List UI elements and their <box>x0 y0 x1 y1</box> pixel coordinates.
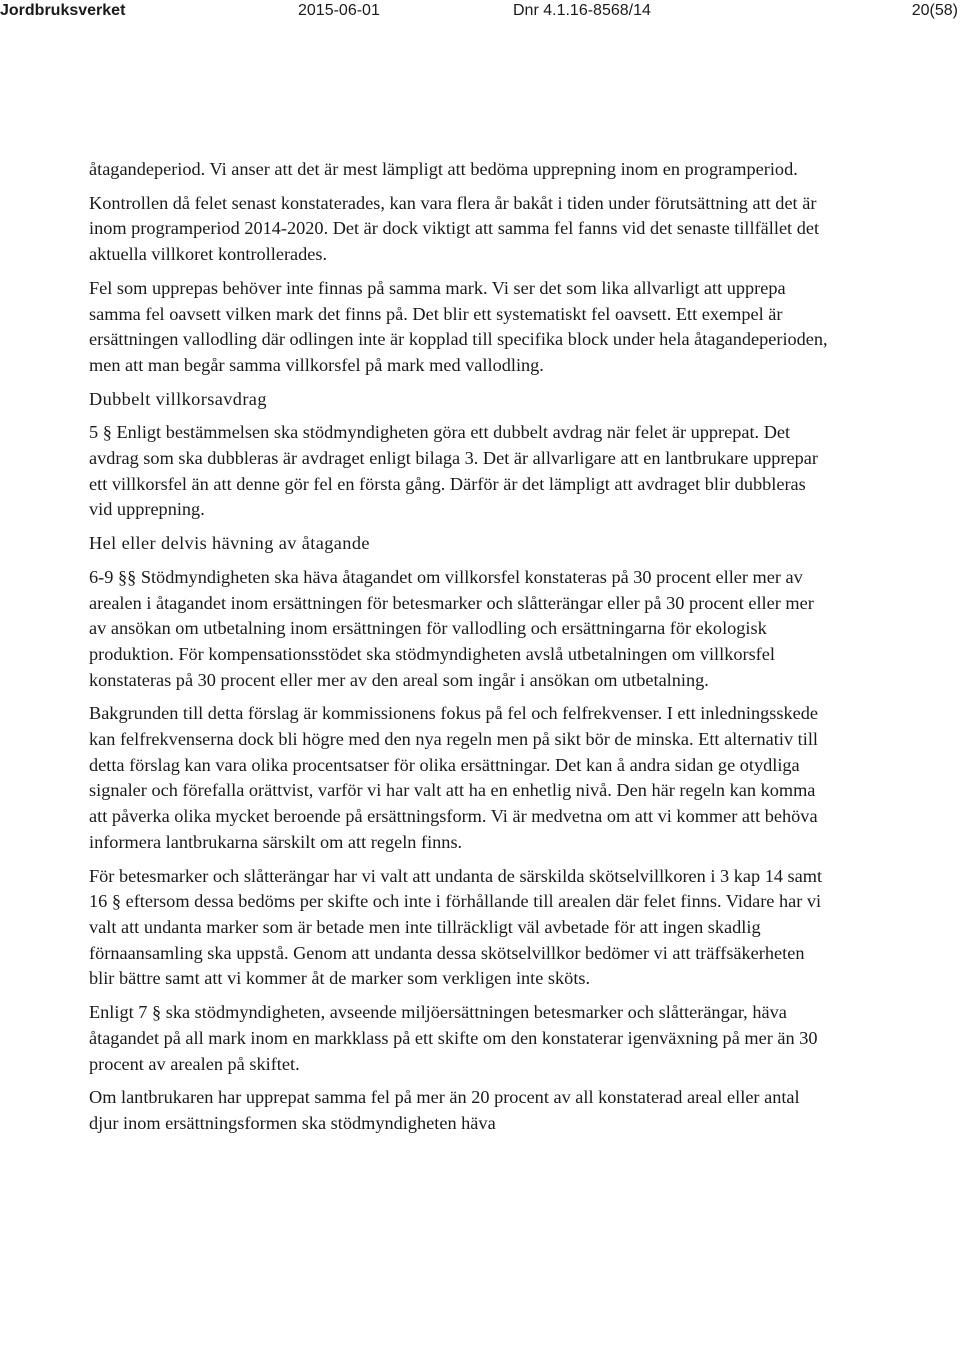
section-sign: §§ <box>117 566 137 587</box>
page-number: 20(58) <box>911 2 958 19</box>
paragraph: Fel som upprepas behöver inte finnas på samma mark. Vi ser det som lika allvarligt att upprepa samma fel oavsett vilken mark det finns på. Det blir ett systematiskt fel oavsett. Ett exempel är ersättningen vallodling där odlingen inte är kopplad till specifika block under hela åtagandeperioden, men att man begår samma villkorsfel på mark med vallodling. <box>89 277 828 375</box>
paragraph: Kontrollen då felet senast konstaterades, kan vara flera år bakåt i tiden under förutsättning att det är inom programperiod 2014-2020. Det är dock viktigt att samma fel fanns vid det senaste tillfället det aktuella villkoret kontrollerades. <box>89 192 820 265</box>
section-number: 6-9 <box>89 566 114 587</box>
document-body <box>89 157 829 1137</box>
paragraph: Om lantbrukaren har upprepat samma fel på mer än 20 procent av all konstaterad areal eller antal djur inom ersättningsformen ska stödmyndigheten häva <box>89 1087 800 1133</box>
page-header <box>0 0 960 24</box>
document-date: 2015-06-01 <box>298 2 380 19</box>
paragraph-text: eftersom dessa bedöms per skifte och inte i förhållande till arealen där felet finns. Vidare har vi valt att undanta marker som är betade men inte tillräckligt väl avbetade för att ingen skadlig förnaansamling ska uppstå. Genom att undanta dessa skötselvillkor bedömer vi att träffsäkerheten blir bättre samt att vi kommer åt de marker som verkligen inte sköts. <box>89 891 822 989</box>
paragraph-text: Enligt 7 <box>89 1002 148 1023</box>
paragraph-text: För betesmarker och slåtterängar har vi valt att undanta de särskilda skötselvillkoren i 3 kap 14 samt 16 <box>89 865 823 912</box>
section-heading: Dubbelt villkorsavdrag <box>89 388 267 409</box>
section-sign: § <box>111 891 121 912</box>
paragraph: åtagandeperiod. Vi anser att det är mest lämpligt att bedöma upprepning inom en programperiod. <box>89 159 798 179</box>
paragraph <box>89 864 829 993</box>
paragraph <box>89 420 829 523</box>
organization-name: Jordbruksverket <box>0 2 126 19</box>
section-sign: § <box>102 422 112 443</box>
document-reference-number: Dnr 4.1.16-8568/14 <box>513 2 651 19</box>
paragraph-text: ska stödmyndigheten, avseende miljöersättningen betesmarker och slåtterängar, häva åtagandet på all mark inom en markklass på ett skifte om den konstaterar igenväxning på mer än 30 procent av arealen på skiftet. <box>89 1002 818 1074</box>
section-sign: § <box>151 1002 162 1023</box>
paragraph-text: Stödmyndigheten ska häva åtagandet om villkorsfel konstateras på 30 procent eller mer av arealen i åtagandet inom ersättningen för betesmarker och slåtterängar eller på 30 procent eller mer av ansökan om utbetalning inom ersättningen för vallodling och ersättningarna för ekologisk produktion. För kompensationsstödet ska stödmyndigheten avslå utbetalningen om villkorsfel konstateras på 30 procent eller mer av den areal som ingår i ansökan om utbetalning. <box>89 566 814 690</box>
paragraph-text: Enligt bestämmelsen ska stödmyndigheten göra ett dubbelt avdrag när felet är upprepat. Det avdrag som ska dubbleras är avdraget enligt bilaga 3. Det är allvarligare att en lantbrukare upprepar ett villkorsfel än att denne gör fel en första gång. Därför är det lämpligt att avdraget blir dubbleras vid upprepning. <box>89 422 818 520</box>
paragraph <box>89 565 829 694</box>
section-number: 5 <box>89 422 99 443</box>
paragraph: Bakgrunden till detta förslag är kommissionens fokus på fel och felfrekvenser. I ett inledningsskede kan felfrekvenserna dock bli högre med den nya regeln men på sikt bör de minska. Ett alternativ till detta förslag kan vara olika procentsatser för olika ersättningar. Det kan å andra sidan ge otydliga signaler och förefalla orättvist, varför vi har valt att ha en enhetlig nivå. Den här regeln kan komma att påverka olika mycket beroende på ersättningsform. Vi är medvetna om att vi kommer att behöva informera lantbrukarna särskilt om att regeln finns. <box>89 703 819 852</box>
paragraph <box>89 1000 829 1077</box>
section-heading: Hel eller delvis hävning av åtagande <box>89 533 370 554</box>
